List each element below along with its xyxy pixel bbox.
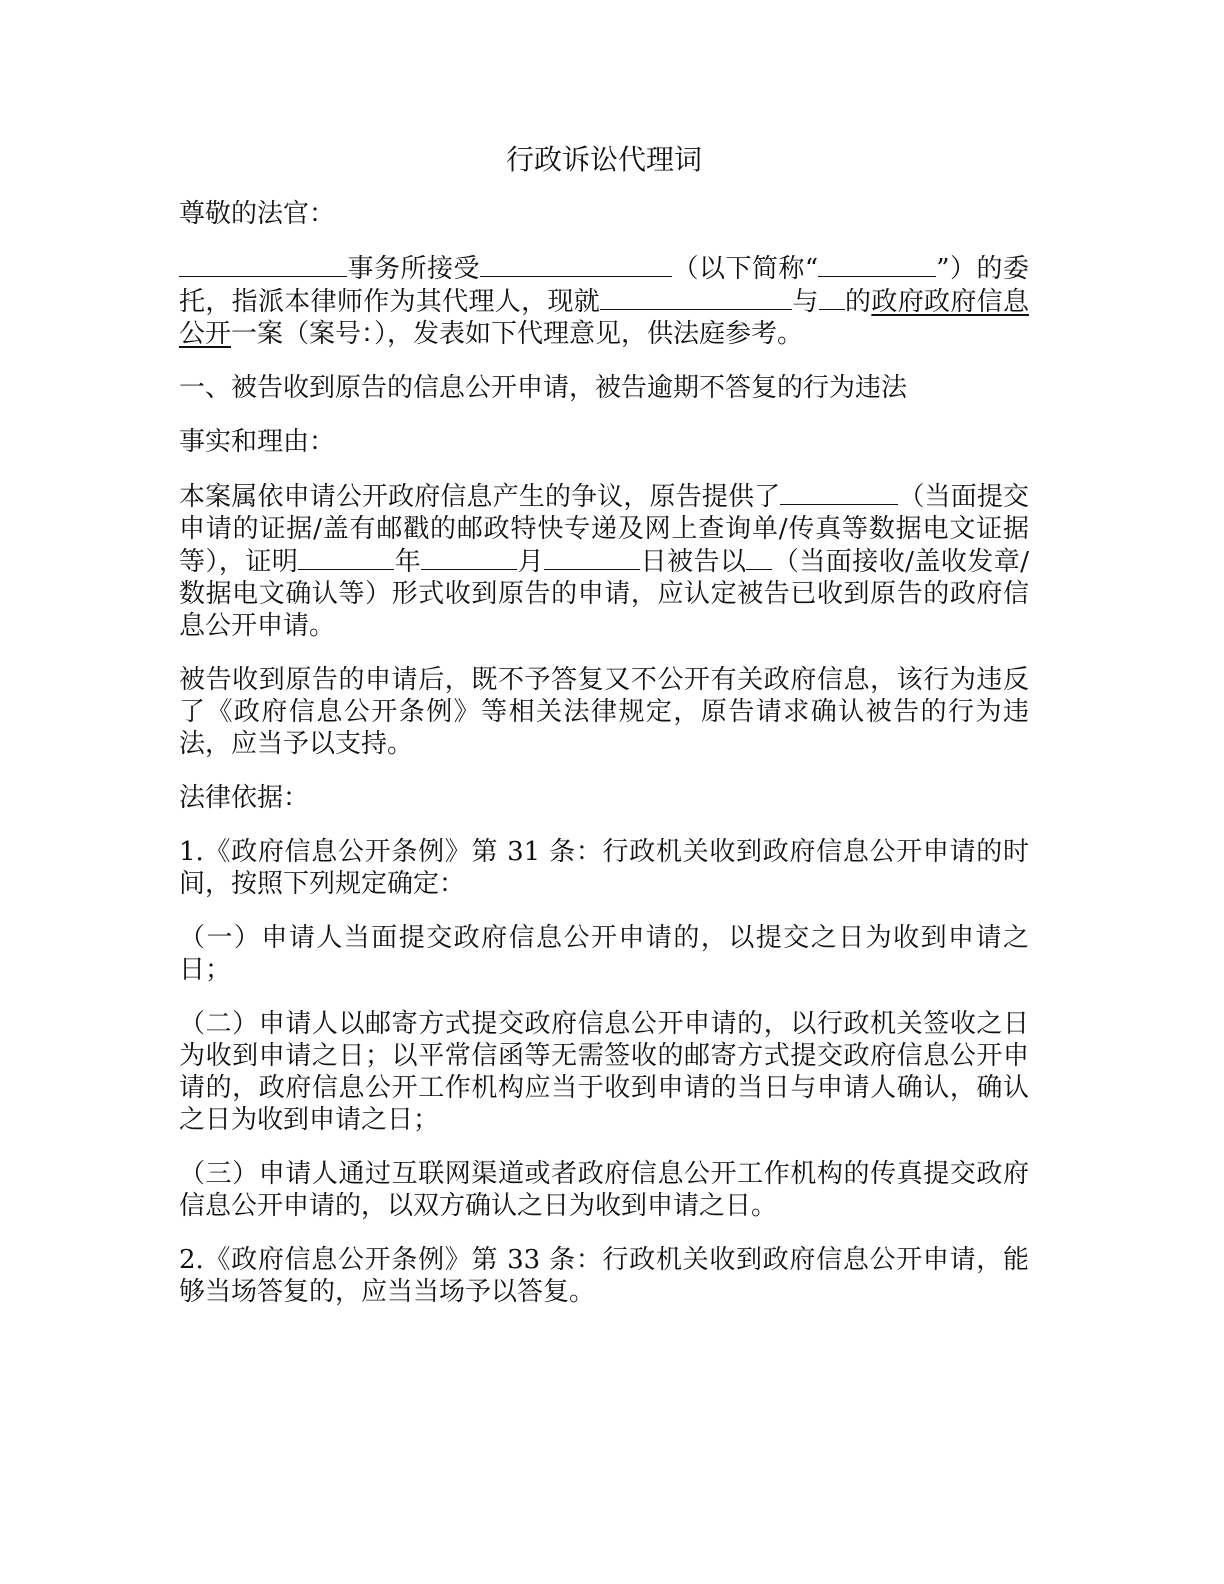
- law-1-item-1: （一）申请人当面提交政府信息公开申请的，以提交之日为收到申请之日；: [179, 923, 1029, 985]
- blank-firm: [179, 252, 347, 277]
- facts-paragraph-1: 本案属依申请公开政府信息产生的争议，原告提供了 （当面提交申请的证据/盖有邮戳的邮政特快专递及网上查询单/传真等数据电文证据等），证明 年 月 日被告以 （当面接收/盖收发章/数据电文确认等）形式收到原告的申请，应认定被告已收到原告的政府信息公开申请。: [179, 482, 1029, 641]
- document-page: [179, 140, 1029, 1330]
- facts-label: 事实和理由：: [179, 427, 336, 457]
- law-2: 2.《政府信息公开条例》第 33 条：行政机关收到政府信息公开申请，能够当场答复的，应当当场予以答复。: [179, 1245, 1029, 1307]
- blank-short-name: [818, 252, 936, 277]
- blank-method: [746, 545, 772, 570]
- section1-heading: 一、被告收到原告的信息公开申请，被告逾期不答复的行为违法: [179, 373, 908, 403]
- law-1: 1.《政府信息公开条例》第 31 条：行政机关收到政府信息公开申请的时间，按照下列规定确定：: [179, 837, 1029, 899]
- blank-day: [544, 545, 640, 570]
- facts-paragraph-2: 被告收到原告的申请后，既不予答复又不公开有关政府信息，该行为违反了《政府信息公开条例》等相关法律规定，原告请求确认被告的行为违法，应当予以支持。: [179, 665, 1029, 759]
- legal-basis-label: 法律依据：: [179, 783, 310, 813]
- blank-client: [480, 252, 672, 277]
- law-1-item-3: （三）申请人通过互联网渠道或者政府信息公开工作机构的传真提交政府信息公开申请的，以双方确认之日为收到申请之日。: [179, 1159, 1029, 1221]
- blank-year: [298, 545, 394, 570]
- law-1-item-2: （二）申请人以邮寄方式提交政府信息公开申请的，以行政机关签收之日为收到申请之日；以平常信函等无需签收的邮寄方式提交政府信息公开申请的，政府信息公开工作机构应当于收到申请的当日与申请人确认，确认之日为收到申请之日；: [179, 1009, 1029, 1135]
- intro-paragraph: 事务所接受 （以下简称“ ”）的委托，指派本律师作为其代理人，现就 与 的政府政府信息公开一案（案号：），发表如下代理意见，供法庭参考。: [179, 254, 1029, 349]
- document-title: 行政诉讼代理词: [505, 143, 702, 176]
- blank-month: [421, 545, 517, 570]
- salutation: 尊敬的法官：: [179, 199, 336, 229]
- blank-defendant: [819, 285, 845, 310]
- blank-evidence: [780, 480, 898, 505]
- blank-party: [600, 285, 792, 310]
- case-name: 政府政府信息公开: [179, 287, 1029, 349]
